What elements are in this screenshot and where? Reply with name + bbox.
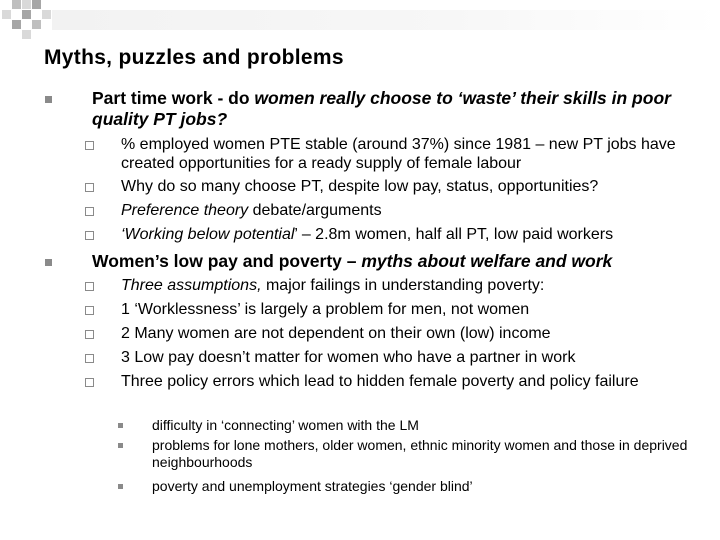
square-bullet-icon bbox=[118, 423, 123, 428]
hollow-square-bullet-icon bbox=[85, 378, 94, 387]
hollow-square-bullet-icon bbox=[85, 183, 94, 192]
header-band bbox=[52, 10, 720, 30]
deco-square bbox=[32, 0, 41, 9]
hollow-square-bullet-icon bbox=[85, 306, 94, 315]
deco-square bbox=[12, 20, 21, 29]
square-bullet-icon bbox=[45, 96, 52, 103]
deco-square bbox=[22, 30, 31, 39]
deco-square bbox=[22, 0, 31, 9]
square-bullet-icon bbox=[118, 443, 123, 448]
section-heading: Women’s low pay and poverty – myths about welfare and work bbox=[92, 251, 613, 271]
hollow-square-bullet-icon bbox=[85, 282, 94, 291]
deco-square bbox=[42, 10, 51, 19]
deco-square bbox=[12, 0, 21, 9]
deco-square bbox=[2, 10, 11, 19]
square-bullet-icon bbox=[118, 484, 123, 489]
slide-decoration bbox=[0, 0, 720, 40]
hollow-square-bullet-icon bbox=[85, 141, 94, 150]
hollow-square-bullet-icon bbox=[85, 354, 94, 363]
section-heading: Part time work - do women really choose to ‘waste’ their skills in poor quality PT jobs? bbox=[92, 88, 671, 129]
deco-square bbox=[22, 10, 31, 19]
hollow-square-bullet-icon bbox=[85, 207, 94, 216]
hollow-square-bullet-icon bbox=[85, 330, 94, 339]
slide-title: Myths, puzzles and problems bbox=[44, 46, 344, 69]
hollow-square-bullet-icon bbox=[85, 231, 94, 240]
deco-square bbox=[32, 20, 41, 29]
square-bullet-icon bbox=[45, 259, 52, 266]
